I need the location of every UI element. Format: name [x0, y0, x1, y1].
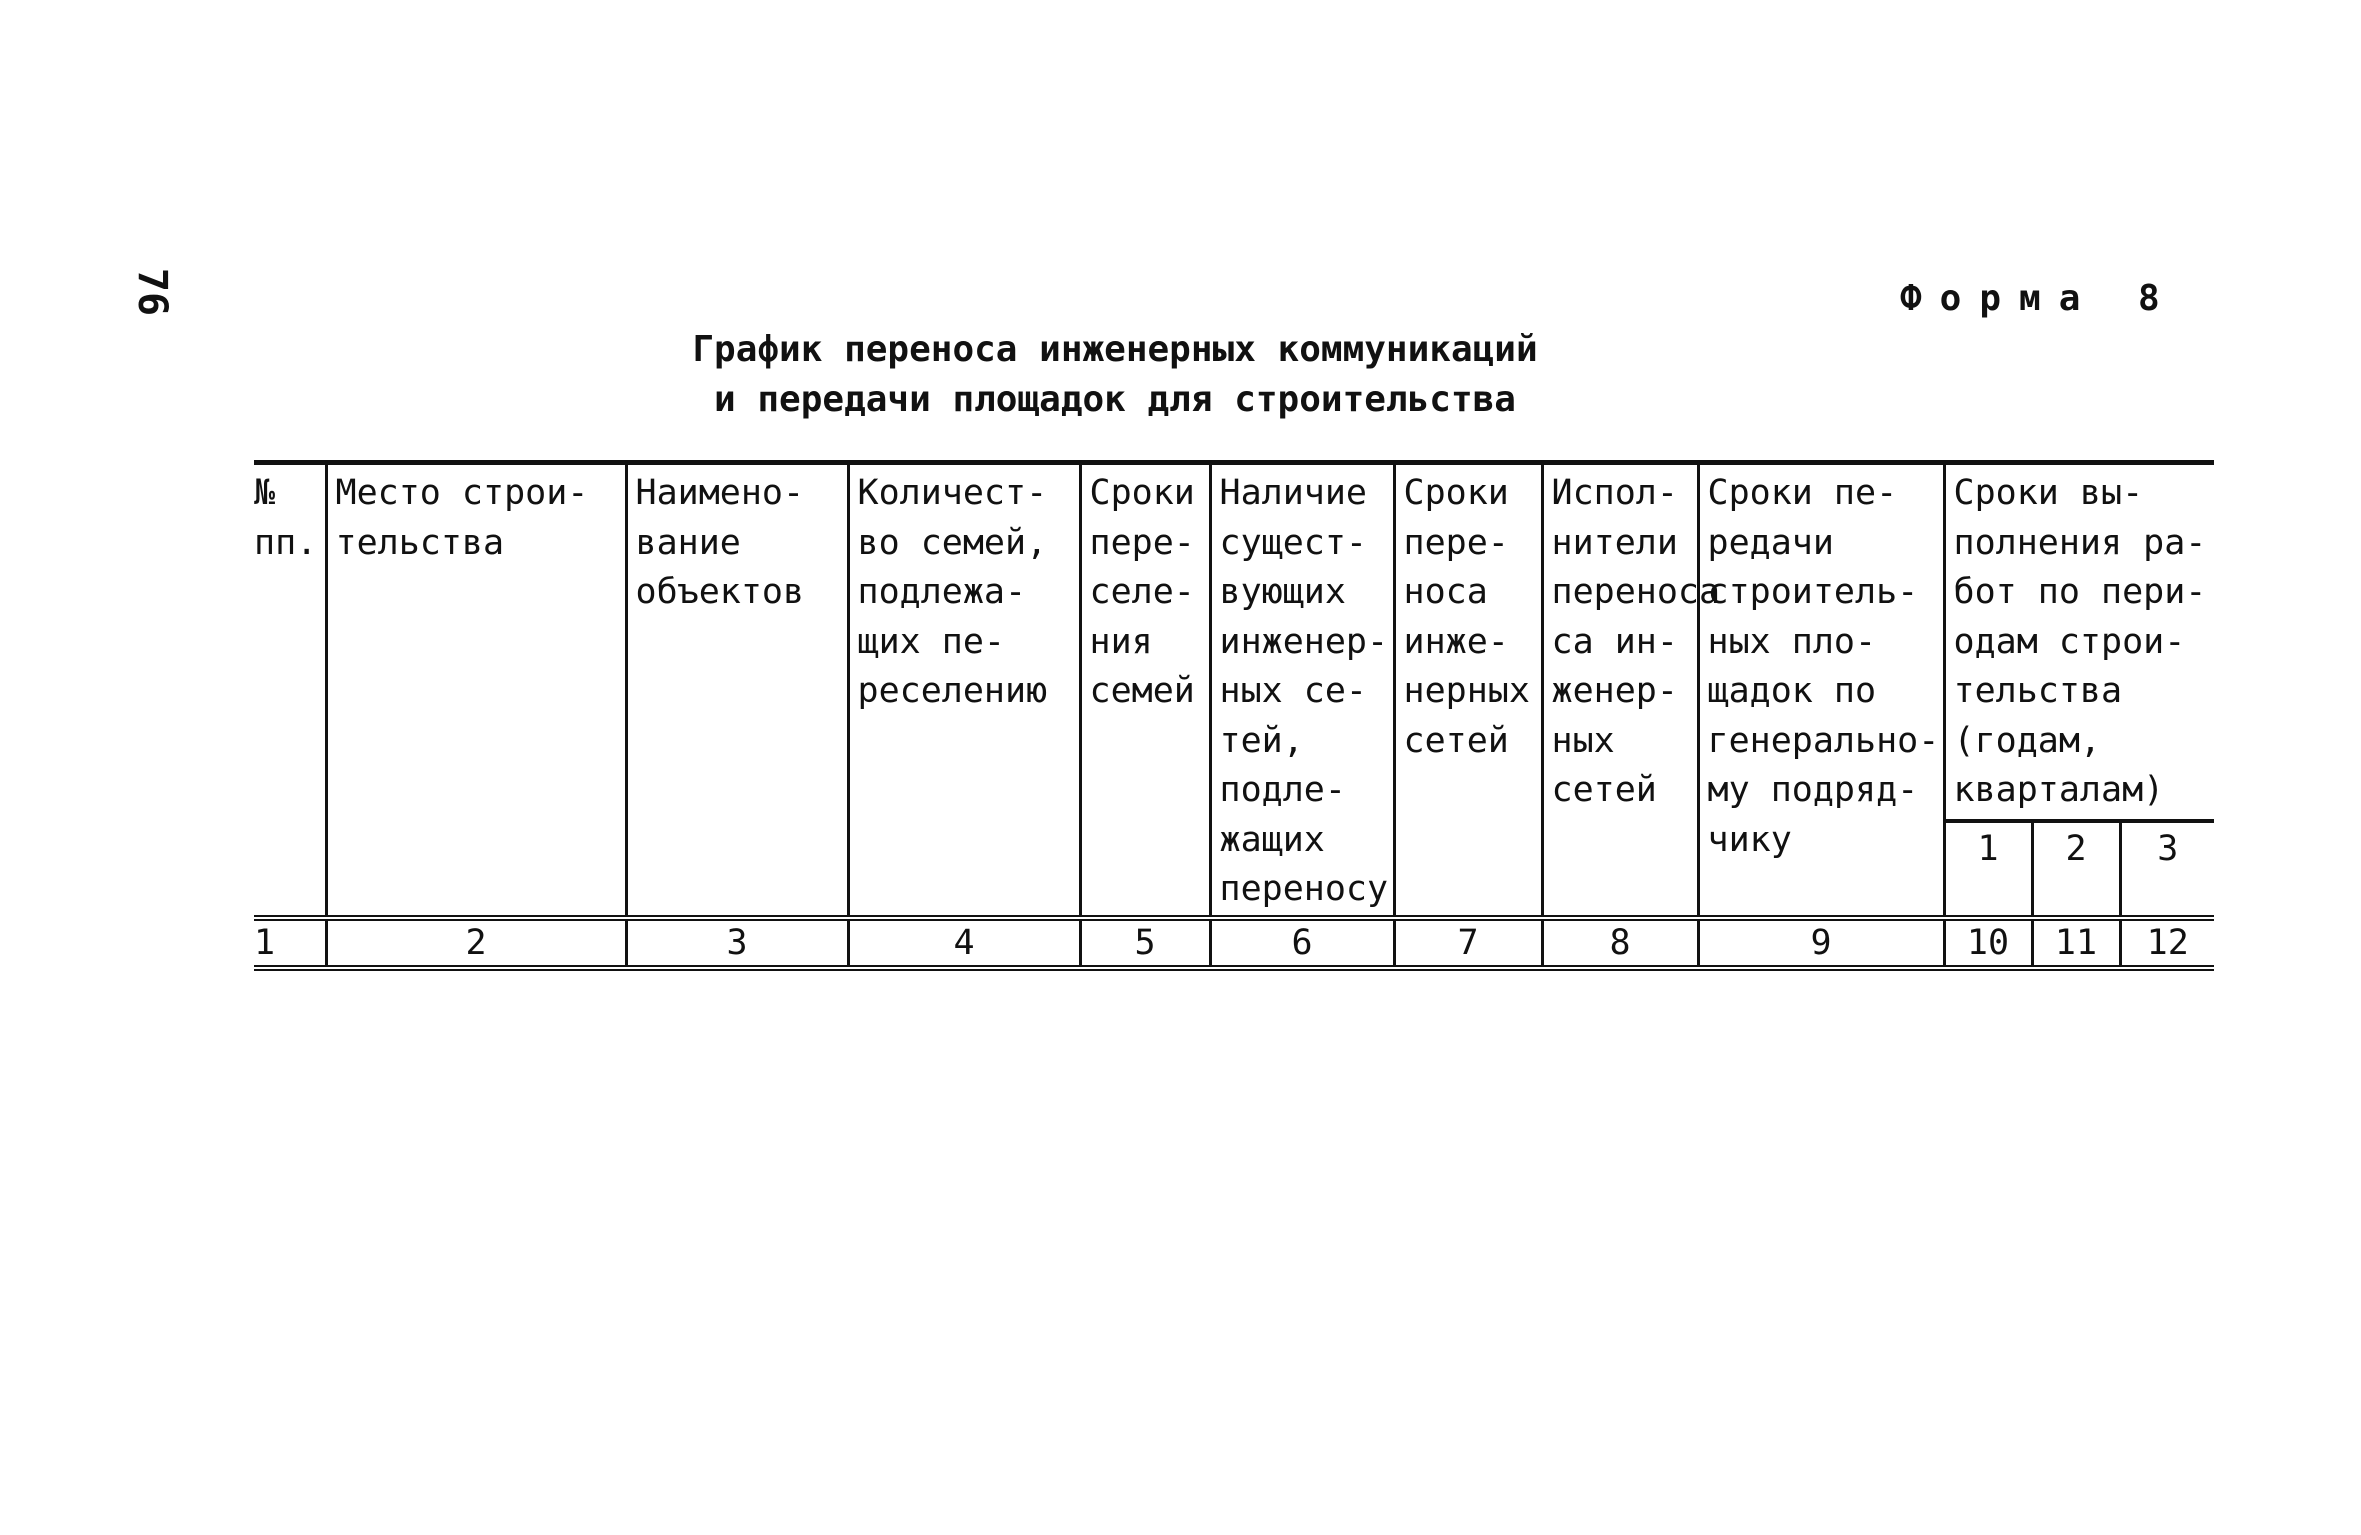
header-resettlement-dates-text: Сроки пере- селе- ния семей — [1089, 473, 1195, 711]
header-object-name-text: Наимено- вание объектов — [635, 473, 805, 612]
header-number-text: № пп. — [254, 473, 318, 563]
column-number-cell: 11 — [2032, 918, 2120, 968]
header-cell-work-periods — [1944, 463, 2214, 821]
title-line-1: График переноса инженерных коммуникаций — [692, 329, 1538, 370]
header-families-count-text: Количест- во семей, подлежа- щих пе- реселению — [857, 473, 1048, 711]
column-number-row — [254, 918, 2214, 968]
column-number-cell: 4 — [848, 918, 1080, 968]
subheader-cell-2: 2 — [2032, 821, 2120, 918]
header-cell-families-count — [848, 463, 1080, 918]
title-line-2: и передачи площадок для строительства — [714, 379, 1516, 420]
column-number-cell: 6 — [1210, 918, 1394, 968]
header-cell-number — [254, 463, 326, 918]
column-number-cell: 12 — [2120, 918, 2214, 968]
subheader-cell-3: 3 — [2120, 821, 2214, 918]
form-label: Форма 8 — [1900, 278, 2178, 319]
header-cell-executors — [1542, 463, 1721, 918]
header-cell-resettlement-dates — [1080, 463, 1210, 918]
header-executors-text: Испол- нители переноса са ин- женер- ных сетей — [1551, 473, 1721, 810]
column-number-cell: 2 — [326, 918, 626, 968]
column-number-cell: 10 — [1944, 918, 2032, 968]
column-number-cell: 9 — [1698, 918, 1944, 968]
header-row — [254, 463, 2214, 821]
column-number-cell: 7 — [1394, 918, 1542, 968]
column-number-cell: 8 — [1542, 918, 1698, 968]
document-title — [600, 325, 1630, 425]
header-cell-existing-networks — [1210, 463, 1394, 918]
header-cell-construction-site — [326, 463, 626, 918]
header-transfer-dates-text: Сроки пере- носа инже- нерных сетей — [1403, 473, 1530, 761]
header-cell-site-handover-dates — [1698, 463, 1944, 918]
column-number-cell: 5 — [1080, 918, 1210, 968]
header-cell-object-name — [626, 463, 848, 918]
subheader-cell-1: 1 — [1944, 821, 2032, 918]
schedule-table — [254, 460, 2214, 971]
header-construction-site-text: Место строи- тельства — [335, 473, 589, 563]
header-existing-networks-text: Наличие сущест- вующих инженер- ных се- тей, подле- жащих переносу — [1219, 473, 1389, 909]
header-work-periods-text: Сроки вы- полнения ра- бот по пери- одам строи- тельства (годам, кварталам) — [1953, 473, 2207, 810]
page-number: 76 — [129, 267, 176, 317]
column-number-cell: 1 — [254, 918, 326, 968]
column-number-cell: 3 — [626, 918, 848, 968]
header-cell-transfer-dates — [1394, 463, 1542, 918]
header-site-handover-dates-text: Сроки пе- редачи строитель- ных пло- щадок по генерально- му подряд- чику — [1707, 473, 1940, 860]
